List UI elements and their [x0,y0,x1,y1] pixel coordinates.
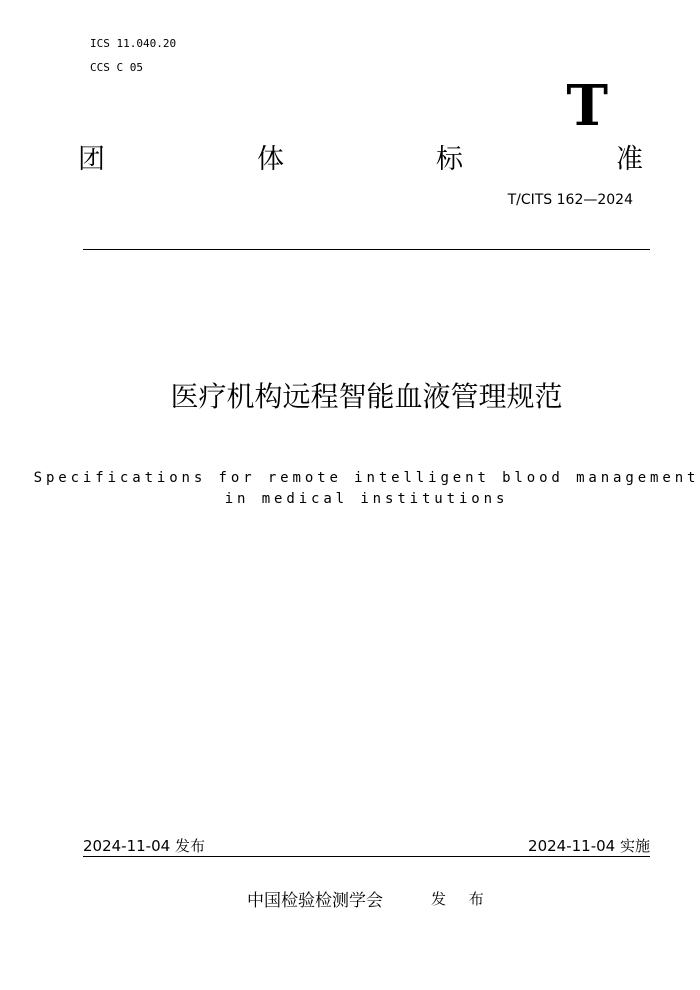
english-title-line-2: in medical institutions [224,491,509,507]
ics-code: ICS 11.040.20 [90,37,177,50]
chinese-title: 医疗机构远程智能血液管理规范 [170,380,563,413]
effective-date: 2024-11-04 实施 [528,837,650,855]
category-char-4: 准 [616,144,643,175]
standard-code: T/CITS 162—2024 [507,192,633,208]
ccs-code: CCS C 05 [90,61,143,74]
publish-label: 发 布 [431,890,493,908]
publisher-name: 中国检验检测学会 [247,891,383,911]
english-title-line-1: Specifications for remote intelligent blood management [33,470,700,486]
category-char-1: 团 [78,144,105,175]
publish-date: 2024-11-04 发布 [83,837,205,855]
category-char-2: 体 [257,144,284,175]
header-divider [83,249,650,250]
footer-divider [83,856,650,857]
category-char-3: 标 [436,144,463,175]
english-title [0,468,700,510]
standard-category-letter: T [566,73,608,139]
